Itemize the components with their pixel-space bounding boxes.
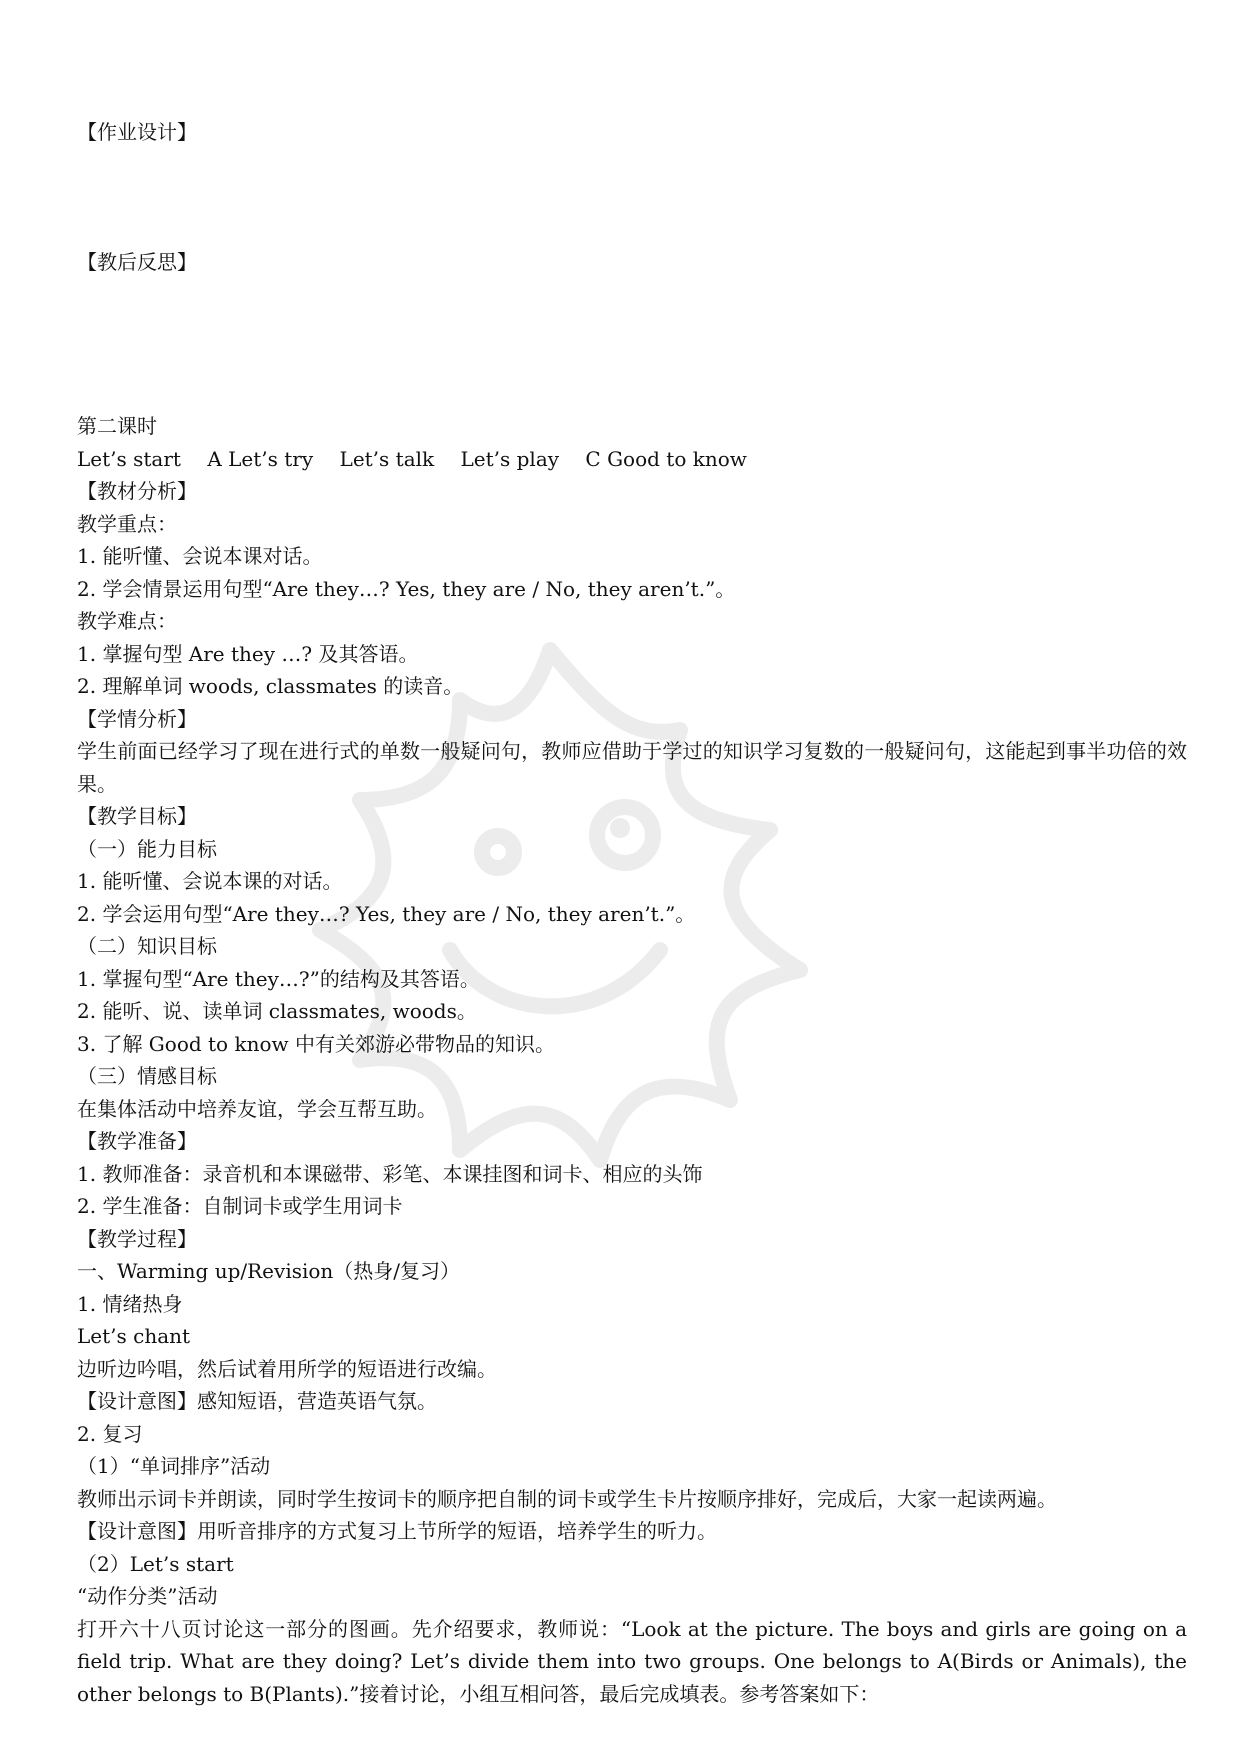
- lesson-part: Let’s talk: [339, 446, 435, 471]
- lesson-title: 第二课时: [77, 414, 157, 438]
- text-line: 2. 学生准备：自制词卡或学生用词卡: [77, 1194, 403, 1218]
- text-line: （三）情感目标: [77, 1064, 217, 1088]
- text-line: 一、Warming up/Revision（热身/复习）: [77, 1259, 461, 1283]
- text-line: 1. 教师准备：录音机和本课磁带、彩笔、本课挂图和词卡、相应的头饰: [77, 1161, 703, 1186]
- text-line: （1）“单词排序”活动: [77, 1454, 271, 1478]
- text-line: 2. 学会情景运用句型“Are they…? Yes, they are / No, they aren’t.”。: [77, 576, 736, 601]
- lesson-part: C Good to know: [585, 446, 747, 471]
- lesson-part: Let’s start: [77, 446, 181, 471]
- text-line: 1. 情绪热身: [77, 1291, 183, 1316]
- text-line: 1. 能听懂、会说本课的对话。: [77, 869, 343, 893]
- text-line: 2. 能听、说、读单词 classmates, woods。: [77, 999, 477, 1023]
- text-line: 1. 掌握句型 Are they …? 及其答语。: [77, 641, 419, 666]
- text-line: 教学难点：: [77, 609, 177, 633]
- text-line: 【设计意图】用听音排序的方式复习上节所学的短语，培养学生的听力。: [77, 1519, 717, 1543]
- text-line: 2. 复习: [77, 1421, 143, 1446]
- text-line: 2. 学会运用句型“Are they…? Yes, they are / No, they aren’t.”。: [77, 901, 696, 926]
- text-line: （二）知识目标: [77, 934, 217, 958]
- post-teaching-reflection-heading: 【教后反思】: [77, 250, 197, 274]
- lesson-part: A Let’s try: [207, 446, 314, 471]
- homework-design-heading: 【作业设计】: [77, 120, 197, 144]
- student-analysis-paragraph: 学生前面已经学习了现在进行式的单数一般疑问句，教师应借助于学过的知识学习复数的一般疑问句，这能起到事半功倍的效果。: [77, 739, 1187, 796]
- text-line: 2. 理解单词 woods, classmates 的读音。: [77, 674, 464, 698]
- teaching-preparation-heading: 【教学准备】: [77, 1129, 197, 1153]
- teaching-goals-heading: 【教学目标】: [77, 804, 197, 828]
- text-line: 教学重点：: [77, 511, 177, 536]
- text-line: （一）能力目标: [77, 836, 217, 861]
- activity-instructions-paragraph: 打开六十八页讨论这一部分的图画。先介绍要求，教师说：“Look at the picture. The boys and girls are going on a field trip. What are they doing? Let’s divide them into two groups. One belongs to A(Birds or Animals), the other belongs to B(Plants).”接着讨论，小组互相问答，最后完成填表。参考答案如下：: [77, 1616, 1187, 1706]
- text-line: “动作分类”活动: [77, 1584, 218, 1608]
- text-line: Let’s chant: [77, 1324, 191, 1348]
- student-analysis-heading: 【学情分析】: [77, 706, 197, 731]
- text-line: 在集体活动中培养友谊，学会互帮互助。: [77, 1096, 437, 1121]
- text-line: 1. 掌握句型“Are they…?”的结构及其答语。: [77, 966, 480, 991]
- lesson-plan-body: [77, 410, 1187, 1710]
- text-line: 教师出示词卡并朗读，同时学生按词卡的顺序把自制的词卡或学生卡片按顺序排好，完成后，大家一起读两遍。: [77, 1486, 1057, 1511]
- lesson-part: Let’s play: [460, 446, 560, 471]
- text-line: 3. 了解 Good to know 中有关郊游必带物品的知识。: [77, 1031, 555, 1056]
- lesson-parts: [77, 443, 1187, 476]
- text-line: 【设计意图】感知短语，营造英语气氛。: [77, 1389, 437, 1413]
- text-line: （2）Let’s start: [77, 1551, 234, 1576]
- material-analysis-heading: 【教材分析】: [77, 479, 197, 503]
- text-line: 1. 能听懂、会说本课对话。: [77, 544, 323, 568]
- text-line: 边听边吟唱，然后试着用所学的短语进行改编。: [77, 1356, 497, 1381]
- teaching-process-heading: 【教学过程】: [77, 1226, 197, 1251]
